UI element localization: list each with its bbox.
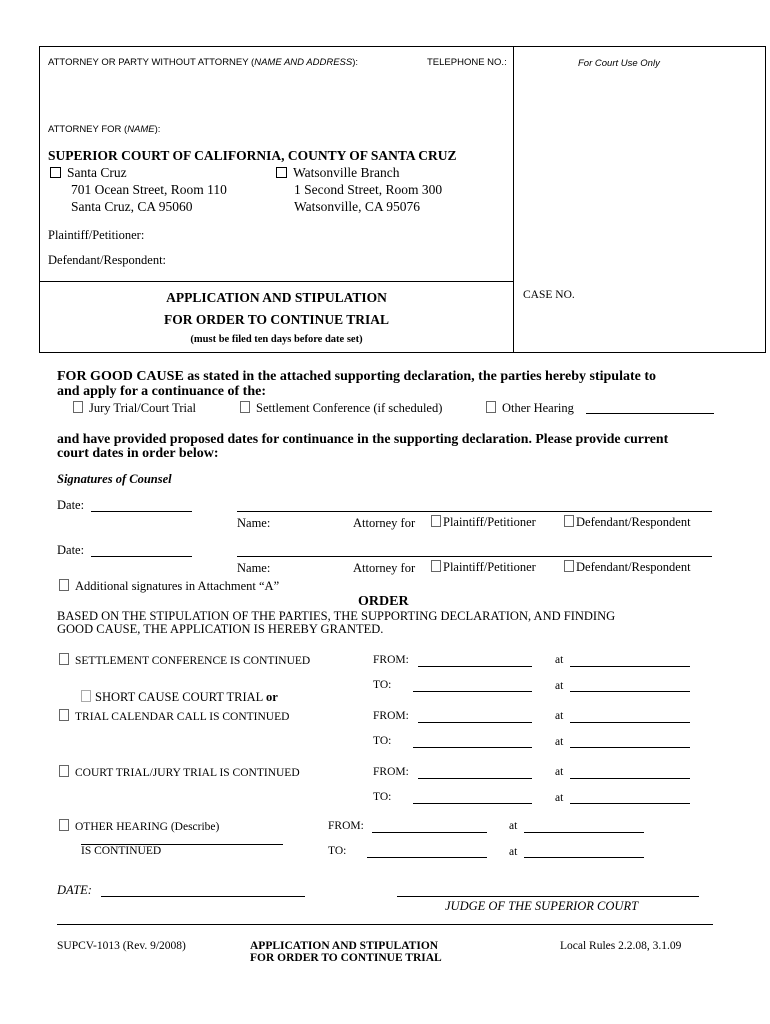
sig1-name-label: Name: (237, 516, 271, 530)
branch-watsonville[interactable]: Watsonville Branch (276, 165, 400, 181)
calendar-to-label: TO: (373, 735, 392, 747)
checkbox-jury-trial[interactable] (73, 401, 83, 413)
other-from-at-line[interactable] (524, 832, 644, 833)
checkbox-short-cause[interactable] (81, 690, 91, 702)
other-from-at: at (509, 820, 518, 832)
sig2-signature-line[interactable] (237, 556, 712, 557)
settlement-from-at-line[interactable] (570, 666, 690, 667)
sig2-defendant-checkbox[interactable] (564, 560, 574, 572)
settlement-from-line[interactable] (418, 666, 532, 667)
trial-from-at: at (555, 766, 564, 778)
local-rules: Local Rules 2.2.08, 3.1.09 (560, 940, 682, 952)
checkbox-additional-signatures[interactable] (59, 579, 69, 591)
settlement-from-label: FROM: (373, 654, 409, 666)
other-hearing-line[interactable] (586, 413, 714, 414)
good-cause-line-1: FOR GOOD CAUSE as stated in the attached supporting declaration, the parties hereby stipulate to (57, 369, 657, 384)
other-from-line[interactable] (372, 832, 487, 833)
sig2-defendant-option[interactable]: Defendant/Respondent (564, 560, 691, 575)
other-to-line[interactable] (367, 857, 487, 858)
other-to-at-line[interactable] (524, 857, 644, 858)
telephone-label: TELEPHONE NO.: (427, 57, 507, 68)
attorney-party-label: ATTORNEY OR PARTY WITHOUT ATTORNEY (NAME AND ADDRESS): (48, 57, 359, 68)
branch-watsonville-city: Watsonville, CA 95076 (294, 199, 421, 214)
filing-note: (must be filed ten days before date set) (190, 334, 363, 345)
calendar-from-at-line[interactable] (570, 722, 690, 723)
trial-to-line[interactable] (413, 803, 532, 804)
other-from-label: FROM: (328, 820, 364, 832)
sig1-signature-line[interactable] (237, 511, 712, 512)
checkbox-other-hearing-order[interactable] (59, 819, 69, 831)
sig2-plaintiff-checkbox[interactable] (431, 560, 441, 572)
checkbox-watsonville[interactable] (276, 167, 287, 178)
plaintiff-label: Plaintiff/Petitioner: (48, 228, 145, 242)
calendar-to-at: at (555, 736, 564, 748)
order-date-label: DATE: (57, 883, 92, 897)
trial-from-line[interactable] (418, 778, 532, 779)
order-line-1: BASED ON THE STIPULATION OF THE PARTIES, THE SUPPORTING DECLARATION, AND FINDING (57, 609, 616, 623)
trial-calendar-continued[interactable]: TRIAL CALENDAR CALL IS CONTINUED (59, 709, 289, 723)
trial-from-label: FROM: (373, 766, 409, 778)
other-to-label: TO: (328, 845, 347, 857)
defendant-label: Defendant/Respondent: (48, 253, 167, 267)
sig1-attorney-for: Attorney for (353, 516, 416, 530)
vertical-divider (513, 46, 514, 352)
good-cause-line-2: and apply for a continuance of the: (57, 384, 266, 399)
proposed-line-1: and have provided proposed dates for continuance in the supporting declaration. Please provide current (57, 431, 669, 446)
order-date-line[interactable] (101, 896, 305, 897)
court-title: SUPERIOR COURT OF CALIFORNIA, COUNTY OF SANTA CRUZ (48, 148, 457, 163)
trial-to-at-line[interactable] (570, 803, 690, 804)
additional-signatures[interactable]: Additional signatures in Attachment “A” (59, 579, 279, 594)
option-settlement[interactable]: Settlement Conference (if scheduled) (240, 401, 442, 416)
option-other-hearing[interactable]: Other Hearing (486, 401, 574, 416)
settlement-from-at: at (555, 654, 564, 666)
checkbox-other-hearing[interactable] (486, 401, 496, 413)
branch-santa-cruz[interactable]: Santa Cruz (50, 165, 127, 181)
form-number: SUPCV-1013 (Rev. 9/2008) (57, 940, 186, 952)
title-divider (39, 281, 514, 282)
branch-santa-cruz-street: 701 Ocean Street, Room 110 (71, 182, 227, 197)
settlement-to-at-line[interactable] (570, 691, 690, 692)
court-use-label: For Court Use Only (578, 58, 660, 69)
sig1-plaintiff-option[interactable]: Plaintiff/Petitioner (431, 515, 536, 530)
title-line-2: FOR ORDER TO CONTINUE TRIAL (163, 312, 390, 327)
sig1-date-label: Date: (57, 498, 85, 512)
calendar-from-line[interactable] (418, 722, 532, 723)
sig2-plaintiff-option[interactable]: Plaintiff/Petitioner (431, 560, 536, 575)
footer-rule (57, 924, 713, 925)
trial-from-at-line[interactable] (570, 778, 690, 779)
sig1-date-line[interactable] (91, 511, 192, 512)
court-trial-continued[interactable]: COURT TRIAL/JURY TRIAL IS CONTINUED (59, 765, 300, 779)
trial-to-label: TO: (373, 791, 392, 803)
checkbox-court-trial[interactable] (59, 765, 69, 777)
order-heading: ORDER (358, 594, 409, 609)
footer-title-1: APPLICATION AND STIPULATION (250, 940, 439, 952)
checkbox-trial-calendar[interactable] (59, 709, 69, 721)
settlement-to-line[interactable] (413, 691, 532, 692)
trial-to-at: at (555, 792, 564, 804)
settlement-continued[interactable]: SETTLEMENT CONFERENCE IS CONTINUED (59, 653, 310, 667)
case-no-label: CASE NO. (523, 289, 575, 301)
sig2-date-label: Date: (57, 543, 85, 557)
title-line-1: APPLICATION AND STIPULATION (166, 290, 387, 305)
branch-santa-cruz-city: Santa Cruz, CA 95060 (71, 199, 193, 214)
calendar-to-line[interactable] (413, 747, 532, 748)
judge-label: JUDGE OF THE SUPERIOR COURT (445, 899, 639, 913)
order-line-2: GOOD CAUSE, THE APPLICATION IS HEREBY GRANTED. (57, 622, 384, 636)
branch-watsonville-street: 1 Second Street, Room 300 (294, 182, 443, 197)
sig1-defendant-checkbox[interactable] (564, 515, 574, 527)
checkbox-settlement-continued[interactable] (59, 653, 69, 665)
calendar-from-at: at (555, 710, 564, 722)
checkbox-settlement[interactable] (240, 401, 250, 413)
settlement-to-at: at (555, 680, 564, 692)
option-jury-trial[interactable]: Jury Trial/Court Trial (73, 401, 196, 416)
sig2-name-label: Name: (237, 561, 271, 575)
signatures-heading: Signatures of Counsel (57, 472, 172, 486)
other-to-at: at (509, 846, 518, 858)
judge-signature-line[interactable] (397, 896, 699, 897)
attorney-for-label: ATTORNEY FOR (NAME): (48, 124, 161, 135)
sig1-defendant-option[interactable]: Defendant/Respondent (564, 515, 691, 530)
settlement-to-label: TO: (373, 679, 392, 691)
checkbox-santa-cruz[interactable] (50, 167, 61, 178)
proposed-line-2: court dates in order below: (57, 446, 219, 461)
sig1-plaintiff-checkbox[interactable] (431, 515, 441, 527)
calendar-to-at-line[interactable] (570, 747, 690, 748)
sig2-date-line[interactable] (91, 556, 192, 557)
footer-title-2: FOR ORDER TO CONTINUE TRIAL (250, 952, 442, 964)
is-continued-label: IS CONTINUED (81, 845, 162, 857)
short-cause-label[interactable]: SHORT CAUSE COURT TRIAL or (81, 690, 278, 705)
other-hearing-continued[interactable]: OTHER HEARING (Describe) (59, 819, 219, 833)
calendar-from-label: FROM: (373, 710, 409, 722)
sig2-attorney-for: Attorney for (353, 561, 416, 575)
